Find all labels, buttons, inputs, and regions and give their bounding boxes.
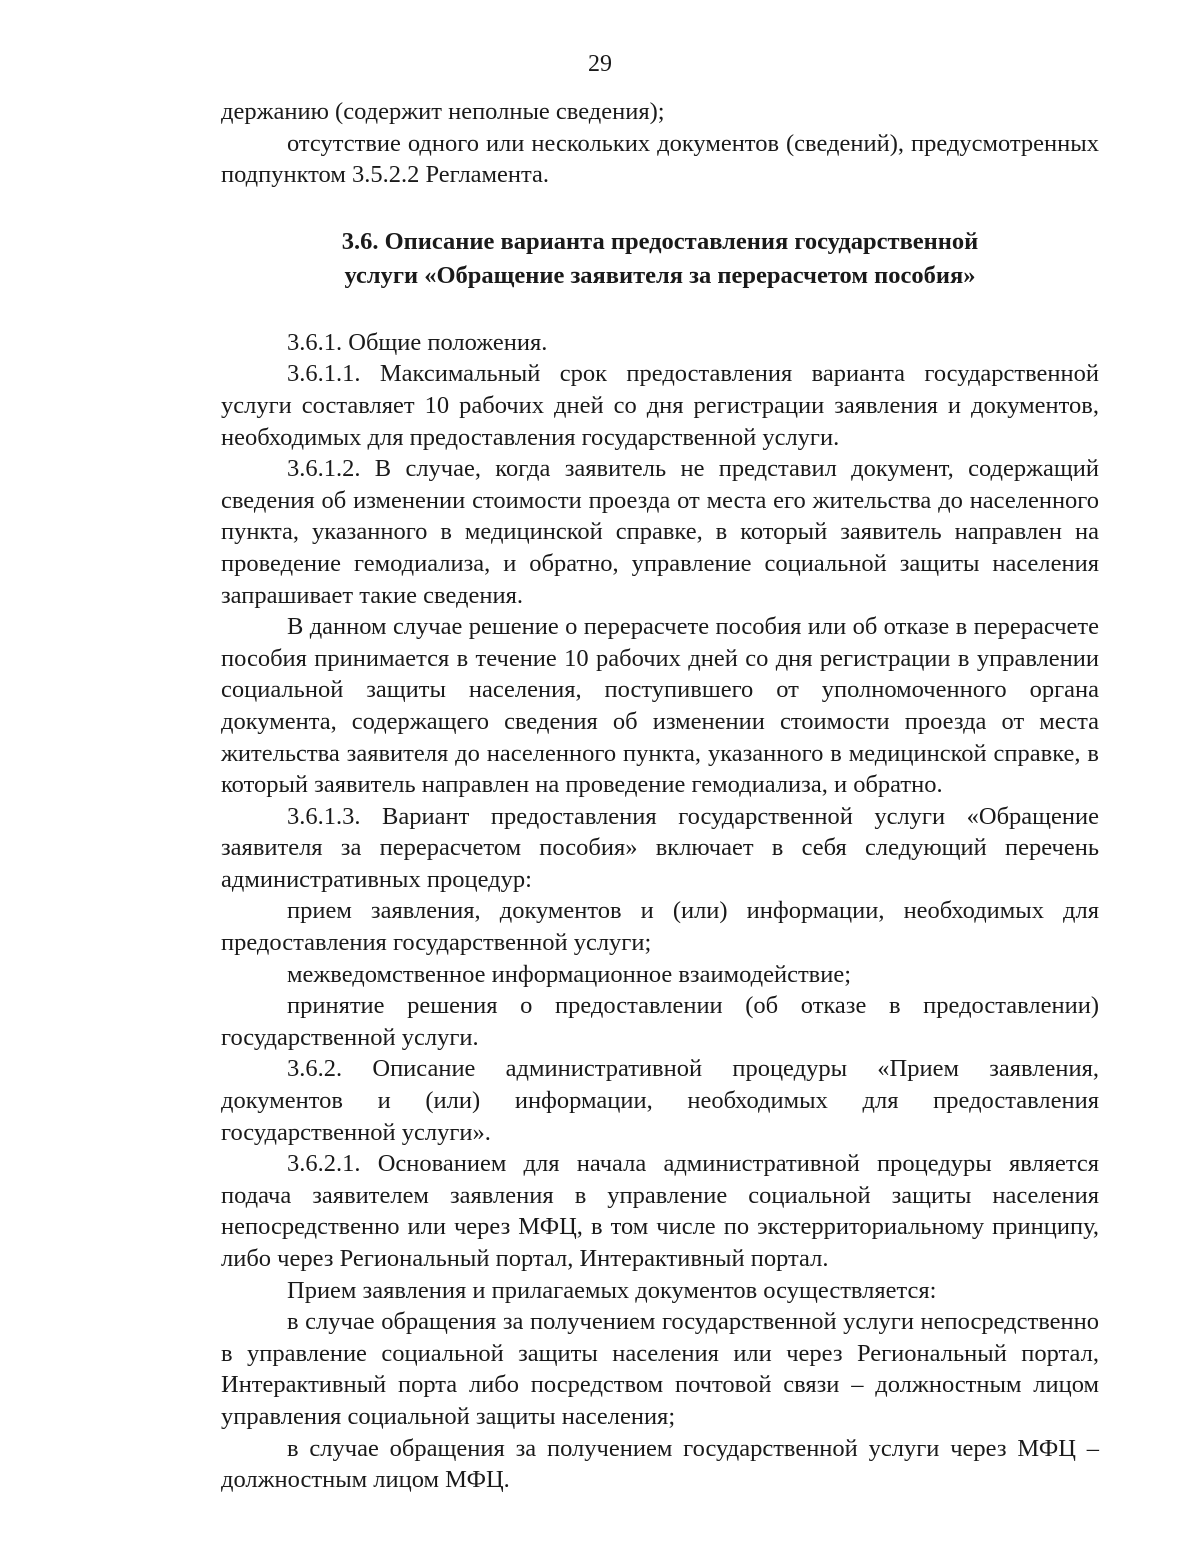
section-heading — [221, 225, 1099, 293]
section-heading-line: услуги «Обращение заявителя за перерасчетом пособия» — [344, 261, 976, 289]
paragraph: Прием заявления и прилагаемых документов осуществляется: — [287, 1276, 937, 1304]
page-number: 29 — [588, 51, 612, 77]
paragraph: 3.6.1.1. Максимальный срок предоставления варианта государственной услуги составляет 10 рабочих дней со дня регистрации заявления и документов, необходимых для предоставления государственной услуги. — [221, 360, 1099, 451]
paragraph: межведомственное информационное взаимодействие; — [287, 960, 852, 988]
paragraph: 3.6.1.2. В случае, когда заявитель не представил документ, содержащий сведения об изменении стоимости проезда от места его жительства до населенного пункта, указанного в медицинской справке, в который заявитель направлен на проведение гемодиализа, и обратно, управление социальной защиты населения запрашивает такие сведения. — [221, 455, 1099, 609]
paragraph: 3.6.1. Общие положения. — [287, 328, 548, 356]
paragraph: 3.6.2.1. Основанием для начала административной процедуры является подача заявителем заявления в управление социальной защиты населения непосредственно или через МФЦ, в том числе по экстерриториальному принципу, либо через Региональный портал, Интерактивный портал. — [221, 1150, 1099, 1272]
paragraph: В данном случае решение о перерасчете пособия или об отказе в перерасчете пособия принимается в течение 10 рабочих дней со дня регистрации в управлении социальной защиты населения, поступившего от уполномоченного органа документа, содержащего сведения об изменении стоимости проезда от места жительства заявителя до населенного пункта, указанного в медицинской справке, в который заявитель направлен на проведение гемодиализа, и обратно. — [221, 613, 1099, 799]
paragraph: принятие решения о предоставлении (об отказе в предоставлении) государственной услуги. — [221, 992, 1099, 1051]
paragraph: в случае обращения за получением государственной услуги через МФЦ – должностным лицом МФЦ. — [221, 1434, 1099, 1494]
paragraph-continuation: держанию (содержит неполные сведения); — [221, 98, 665, 125]
document-body — [221, 96, 1099, 1496]
paragraph: 3.6.2. Описание административной процедуры «Прием заявления, документов и (или) информации, необходимых для предоставления государственной услуги». — [221, 1055, 1099, 1146]
paragraph: в случае обращения за получением государственной услуги непосредственно в управление социальной защиты населения или через Региональный портал, Интерактивный порта либо посредством почтовой связи – должностным лицом управления социальной защиты населения; — [221, 1308, 1099, 1430]
paragraph: прием заявления, документов и (или) информации, необходимых для предоставления государственной услуги; — [221, 897, 1099, 957]
section-heading-line: 3.6. Описание варианта предоставления государственной — [341, 227, 979, 255]
paragraph: 3.6.1.3. Вариант предоставления государственной услуги «Обращение заявителя за перерасчетом пособия» включает в себя следующий перечень административных процедур: — [221, 802, 1099, 893]
paragraph: отсутствие одного или нескольких документов (сведений), предусмотренных подпунктом 3.5.2.2 Регламента. — [221, 129, 1099, 189]
